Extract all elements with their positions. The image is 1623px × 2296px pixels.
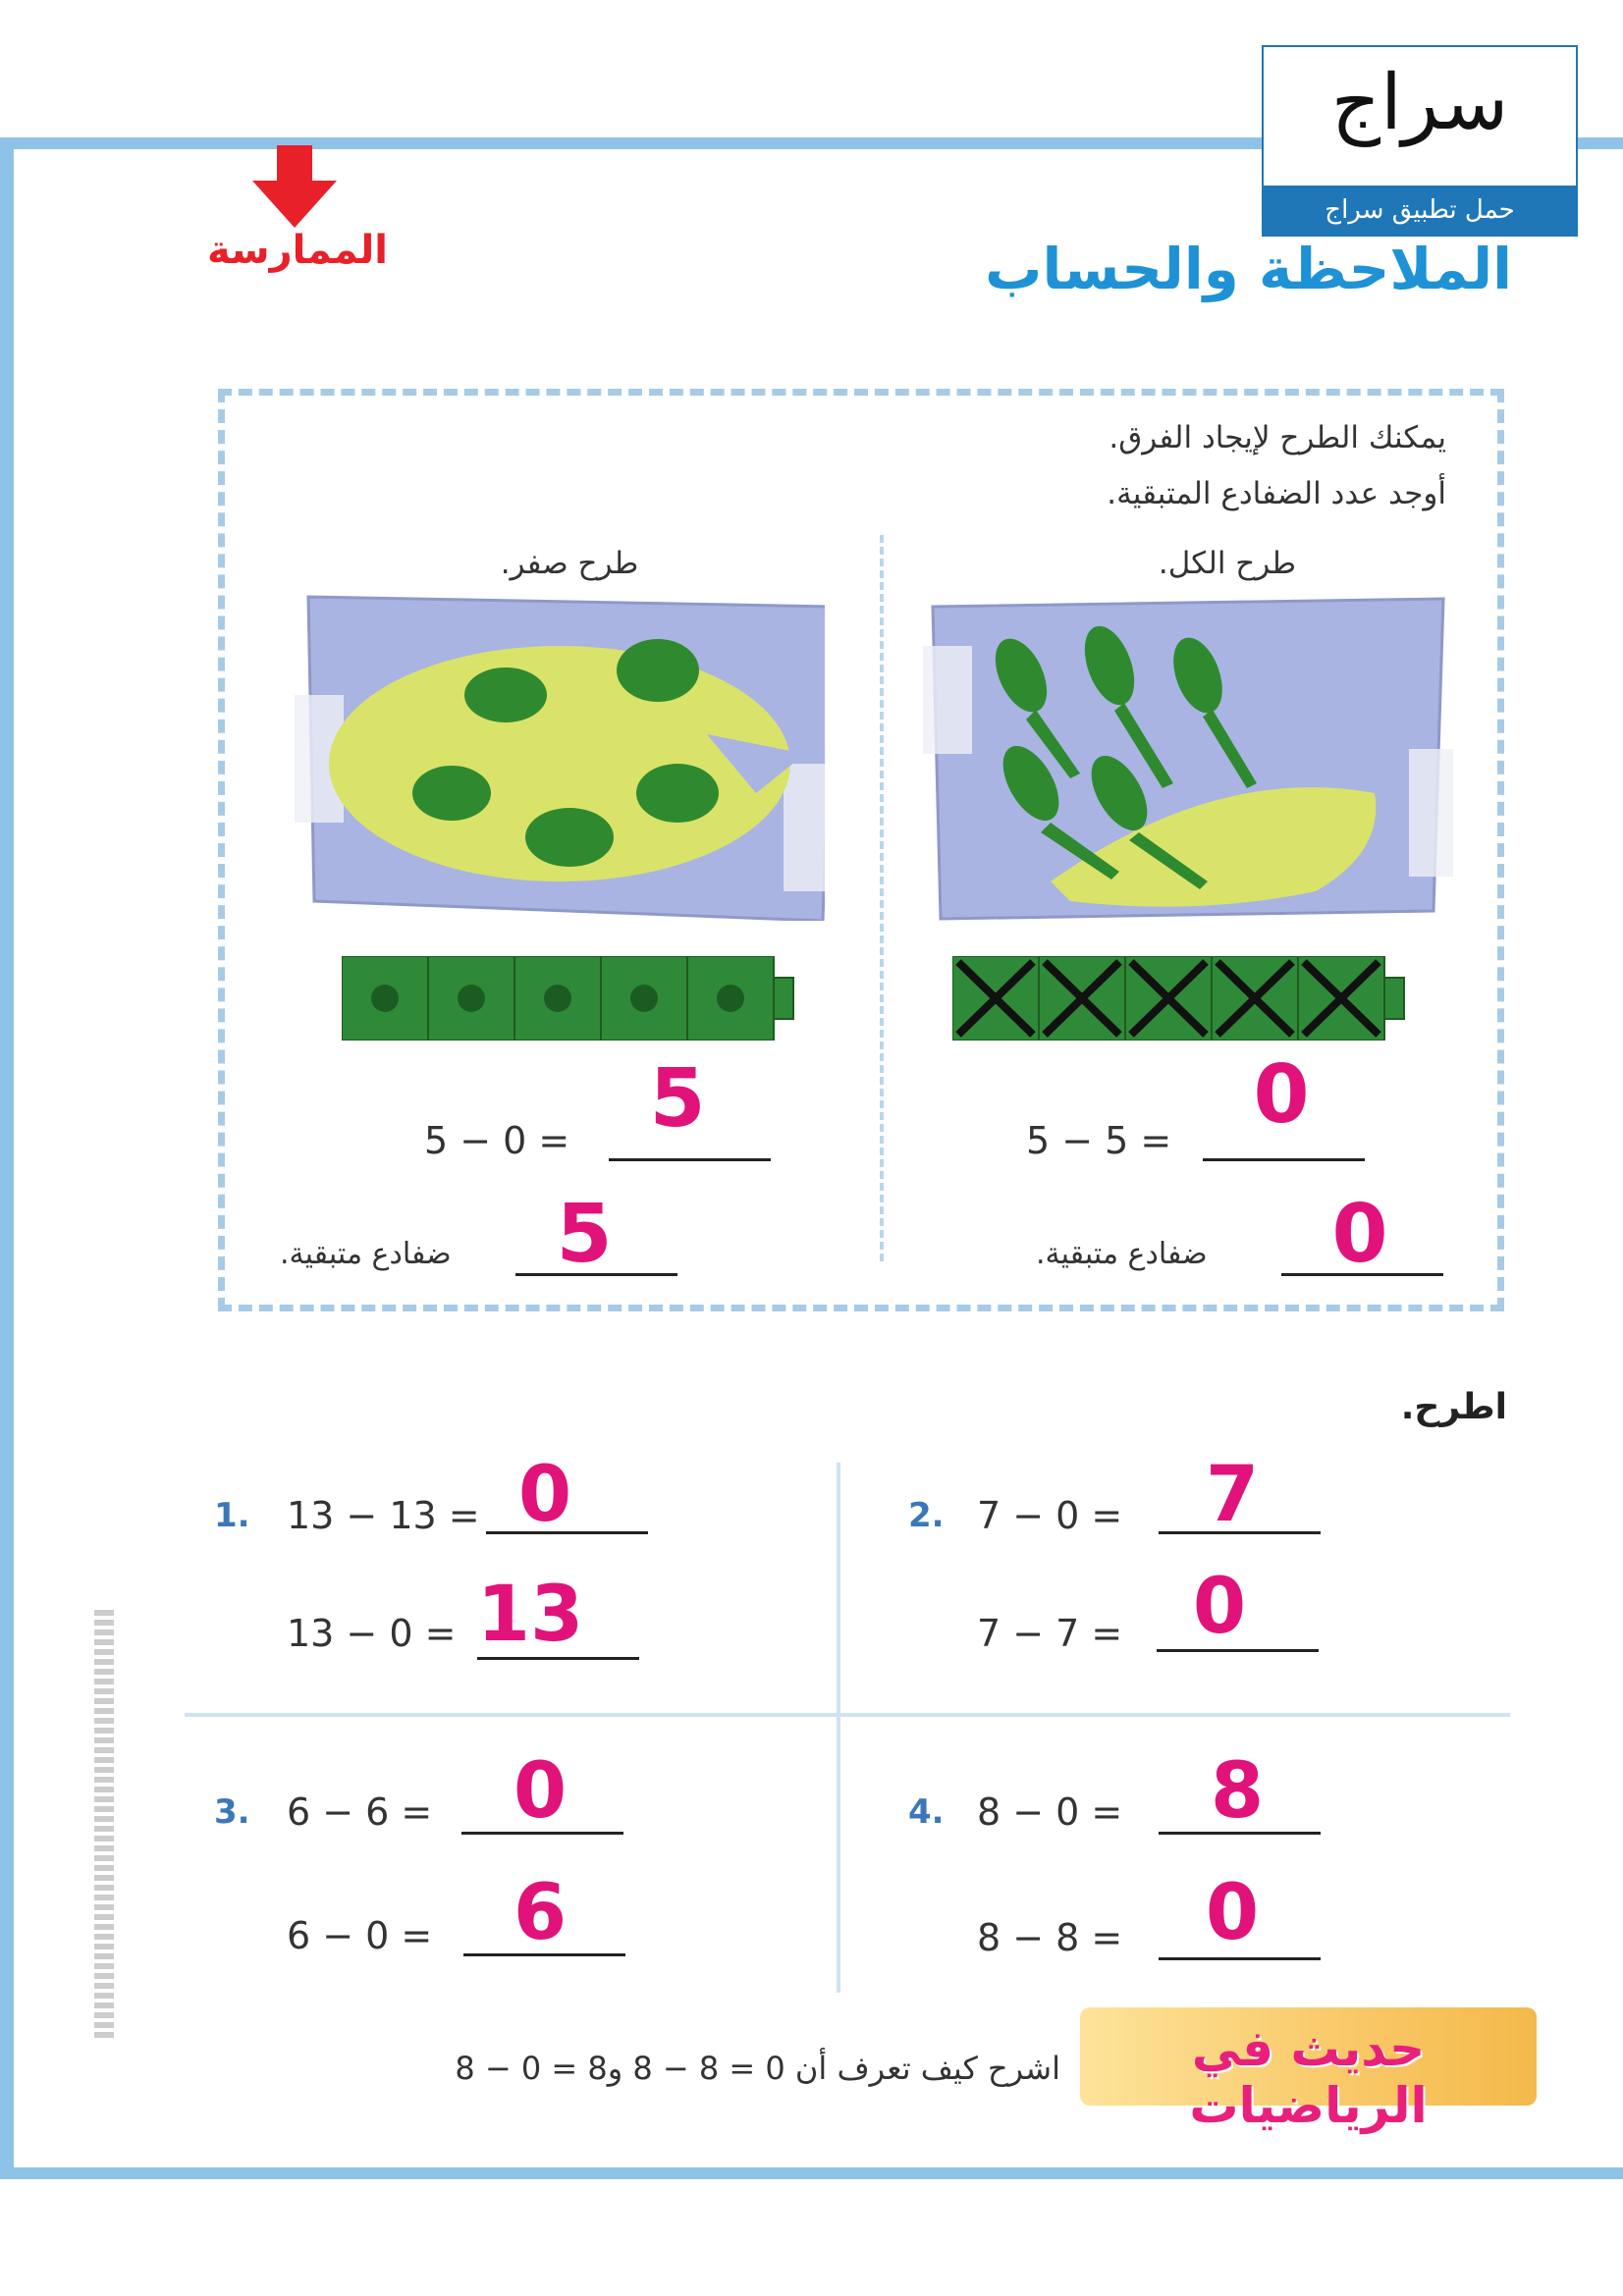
exercise-equation: 8 − 8 = — [977, 1916, 1123, 1959]
exercise-vertical-divider — [837, 1463, 840, 1993]
caption-subtract-all: طرح الكل. — [1158, 546, 1297, 581]
logo-tagline: حمل تطبيق سراج — [1264, 186, 1576, 235]
exercise-number: 1. — [214, 1496, 250, 1535]
exercise-number: 3. — [214, 1792, 250, 1832]
exercise-answer: 0 — [1192, 1563, 1247, 1651]
pond-frogs-sitting-image — [295, 587, 825, 921]
exercise-equation: 6 − 0 = — [287, 1914, 433, 1957]
exercise-answer: 0 — [1205, 1869, 1260, 1957]
logo-word: سراج — [1330, 59, 1509, 147]
exercise-equation: 7 − 7 = — [977, 1612, 1123, 1655]
siraj-logo[interactable] — [1262, 45, 1578, 237]
practice-label: الممارسة — [206, 228, 388, 273]
frogs-left-label: ضفادع متبقية. — [1036, 1237, 1208, 1271]
pond-frogs-jumping-image — [923, 587, 1453, 921]
copyright-side-note — [94, 1610, 114, 2042]
example-right-equation: 5 − 5 = — [1026, 1119, 1172, 1162]
answer-line — [609, 1158, 771, 1161]
example-right-frogs-answer: 0 — [1331, 1188, 1388, 1281]
section-title: الملاحظة والحساب — [985, 236, 1512, 302]
exercise-equation: 6 − 6 = — [287, 1790, 433, 1834]
example-left-equation: 5 − 0 = — [424, 1119, 570, 1162]
exercise-answer: 6 — [513, 1869, 568, 1957]
intro-line-2: أوجد عدد الضفادع المتبقية. — [1107, 476, 1446, 511]
arrow-down-icon — [250, 145, 339, 230]
answer-line — [1203, 1158, 1365, 1161]
answer-line[interactable] — [1159, 1957, 1321, 1960]
exercise-answer: 8 — [1210, 1747, 1265, 1836]
caption-subtract-zero: طرح صفر. — [500, 546, 639, 581]
math-talk-title: حديث في الرياضيات — [1189, 2020, 1428, 2134]
exercise-equation: 7 − 0 = — [977, 1494, 1123, 1537]
exercise-number: 4. — [908, 1792, 945, 1832]
exercise-number: 2. — [908, 1496, 945, 1535]
page-frame-bottom — [0, 2167, 1623, 2179]
example-left-frogs-answer: 5 — [556, 1188, 613, 1281]
panel-divider — [880, 535, 888, 1261]
exercise-horizontal-divider — [185, 1713, 1510, 1717]
exercise-instruction: اطرح. — [1400, 1387, 1507, 1427]
exercise-answer: 13 — [476, 1571, 584, 1659]
exercise-answer: 7 — [1205, 1451, 1260, 1539]
cubes-train — [342, 956, 798, 1041]
exercise-answer: 0 — [513, 1747, 568, 1836]
page-frame-left — [0, 137, 14, 2179]
example-right-answer: 0 — [1253, 1048, 1310, 1142]
math-talk-question: اشرح كيف تعرف أن 0 = 8 − 8 و8 = 0 − 8 — [455, 2050, 1060, 2087]
exercise-equation: 8 − 0 = — [977, 1790, 1123, 1834]
frogs-left-label: ضفادع متبقية. — [280, 1237, 452, 1271]
crossed-cubes-train — [952, 956, 1409, 1041]
exercise-equation: 13 − 0 = — [287, 1612, 457, 1655]
exercise-equation: 13 − 13 = — [287, 1494, 480, 1537]
example-left-answer: 5 — [649, 1052, 706, 1146]
intro-line-1: يمكنك الطرح لإيجاد الفرق. — [1109, 420, 1446, 455]
exercise-answer: 0 — [517, 1451, 572, 1539]
